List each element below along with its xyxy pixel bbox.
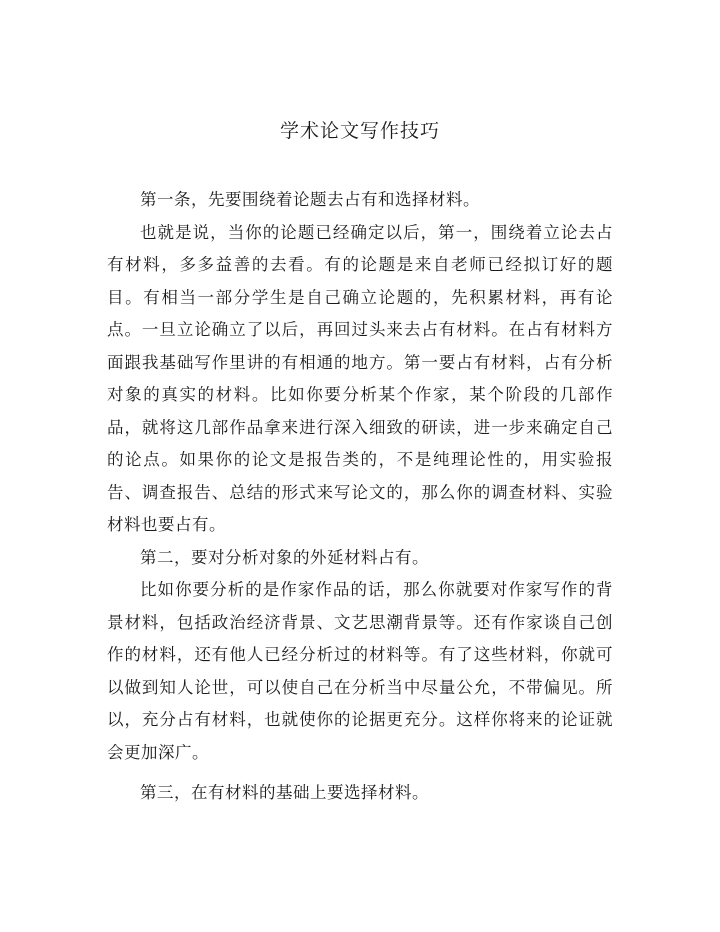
paragraph-5: 第三，在有材料的基础上要选择材料。 bbox=[140, 783, 429, 802]
paragraph-4: 比如你要分析的是作家作品的话，那么你就要对作家写作的背景材料，包括政治经济背景、文艺思潮背景等。还有作家谈自己创作的材料，还有他人已经分析过的材料等。有了这些材料，你就可以做到知人论世，可以使自己在分析当中尽量公允，不带偏见。所以，充分占有材料，也就使你的论据更充分。这样你将来的论证就会更加深广。 bbox=[107, 580, 613, 762]
paragraph-3: 第二，要对分析对象的外延材料占有。 bbox=[140, 547, 429, 567]
paragraph-2: 也就是说，当你的论题已经确定以后，第一，围绕着立论去占有材料，多多益善的去看。有的论题是来自老师已经拟订好的题目。有相当一部分学生是自己确立论题的，先积累材料，再有论点。一旦立论确立了以后，再回过头来去占有材料。在占有材料方面跟我基础写作里讲的有相通的地方。第一要占有材料，占有分析对象的真实的材料。比如你要分析某个作家，某个阶段的几部作品，就将这几部作品拿来进行深入细致的研读，进一步来确定自己的论点。如果你的论文是报告类的，不是纯理论性的，用实验报告、调查报告、总结的形式来写论文的，那么你的调查材料、实验材料也要占有。 bbox=[107, 222, 613, 534]
document-body bbox=[107, 184, 613, 810]
document-title: 学术论文写作技巧 bbox=[279, 120, 440, 142]
paragraph-1: 第一条，先要围绕着论题去占有和选择材料。 bbox=[140, 190, 480, 209]
